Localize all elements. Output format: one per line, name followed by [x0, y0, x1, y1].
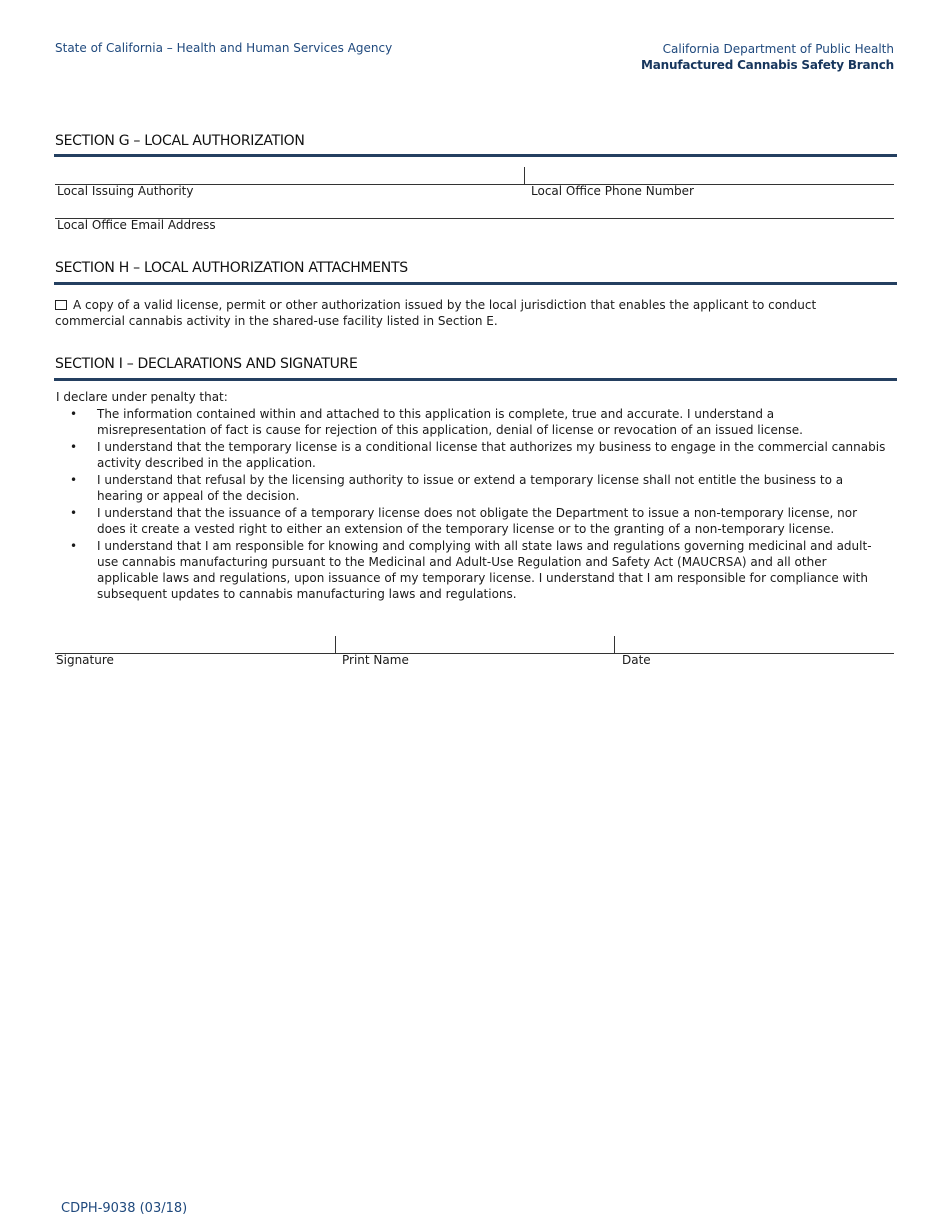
declaration-item: [70, 406, 887, 438]
declaration-item: [70, 472, 887, 504]
branch-name: Manufactured Cannabis Safety Branch: [641, 58, 894, 72]
date-line: [615, 653, 894, 654]
section-h-rule: [54, 282, 897, 285]
print-name-label: Print Name: [342, 653, 409, 667]
bullet: •: [70, 539, 78, 553]
email-label: Local Office Email Address: [57, 218, 216, 232]
declaration-text: I understand that refusal by the licensing authority to issue or extend a temporary license shall not entitle the business to a hearing or appeal of the decision.: [97, 473, 844, 503]
declarations-list: [70, 406, 887, 603]
phone-label: Local Office Phone Number: [531, 184, 694, 198]
bullet: •: [70, 407, 78, 421]
field-divider: [524, 167, 525, 184]
section-g-rule: [54, 154, 897, 157]
declaration-item: [70, 538, 887, 602]
local-authorization-checkbox[interactable]: [55, 300, 67, 310]
form-number: CDPH-9038 (03/18): [61, 1201, 188, 1216]
declarations-intro: I declare under penalty that:: [56, 390, 228, 404]
date-label: Date: [622, 653, 651, 667]
section-h-title: SECTION H – LOCAL AUTHORIZATION ATTACHMENTS: [55, 260, 408, 276]
agency-name: State of California – Health and Human Services Agency: [55, 41, 393, 55]
local-authorization-attachment-row: [55, 297, 875, 329]
department-name: California Department of Public Health: [662, 42, 894, 56]
declaration-text: The information contained within and attached to this application is complete, true and accurate. I understand a misrepresentation of fact is cause for rejection of this application, denial of license or revocation of an issued license.: [97, 407, 803, 437]
declaration-item: [70, 439, 887, 471]
field-divider: [614, 636, 615, 653]
declaration-text: I understand that the issuance of a temporary license does not obligate the Department to issue a non-temporary license, nor does it create a vested right to either an extension of the temporary license or to the granting of a non-temporary license.: [97, 506, 857, 536]
declaration-text: I understand that I am responsible for knowing and complying with all state laws and regulations governing medicinal and adult-use cannabis manufacturing pursuant to the Medicinal and Adult-Use Regulation and Safety Act (MAUCRSA) and all other applicable laws and regulations, upon issuance of my temporary license. I understand that I am responsible for compliance with subsequent updates to cannabis manufacturing laws and regulations.: [97, 539, 872, 601]
field-divider: [335, 636, 336, 653]
department-block: [641, 41, 894, 73]
bullet: •: [70, 506, 78, 520]
section-i-title: SECTION I – DECLARATIONS AND SIGNATURE: [55, 356, 358, 372]
declaration-text: I understand that the temporary license is a conditional license that authorizes my business to engage in the commercial cannabis activity described in the application.: [97, 440, 886, 470]
declaration-item: [70, 505, 887, 537]
section-i-rule: [54, 378, 897, 381]
signature-label: Signature: [56, 653, 114, 667]
issuing-authority-label: Local Issuing Authority: [57, 184, 194, 198]
bullet: •: [70, 440, 78, 454]
bullet: •: [70, 473, 78, 487]
section-g-title: SECTION G – LOCAL AUTHORIZATION: [55, 133, 305, 149]
checkbox-text: A copy of a valid license, permit or other authorization issued by the local jurisdiction that enables the applicant to conduct commercial cannabis activity in the shared-use facility listed in Section E.: [55, 298, 817, 328]
